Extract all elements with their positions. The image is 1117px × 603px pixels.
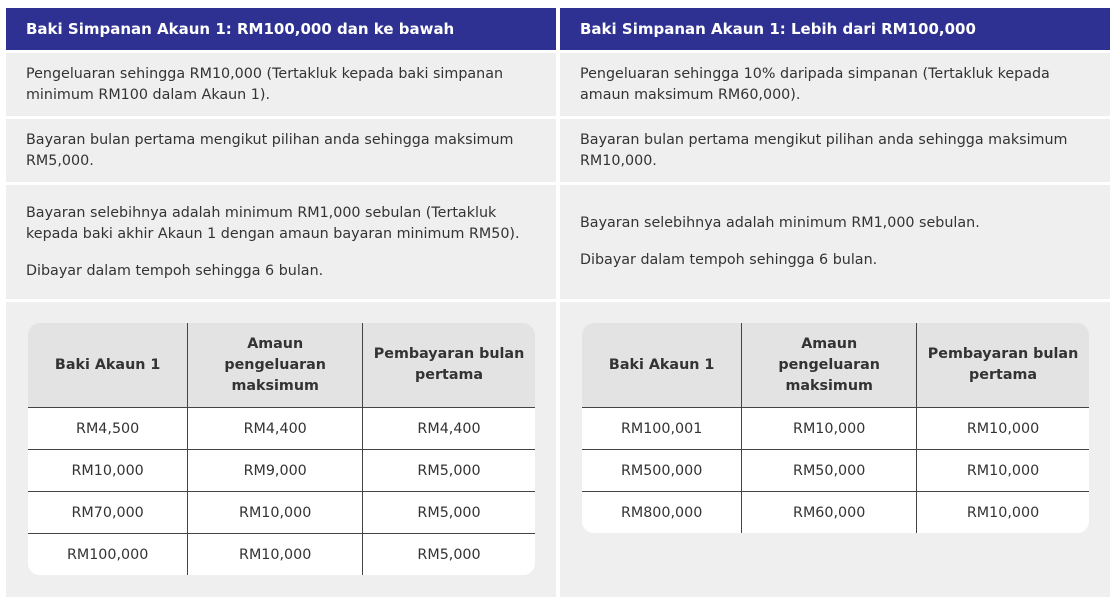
table-cell: RM10,000 [916, 449, 1089, 491]
table-header-row [28, 323, 535, 408]
table-cell: RM50,000 [741, 449, 916, 491]
table-cell: RM10,000 [741, 408, 916, 449]
table-cell: RM4,400 [362, 408, 535, 449]
table-cell: RM9,000 [187, 449, 362, 491]
table-cell: RM100,000 [28, 533, 187, 575]
table-cell: RM70,000 [28, 491, 187, 533]
right-info-balance-payment [560, 185, 1110, 299]
table-cell: RM10,000 [187, 491, 362, 533]
table-cell: RM10,000 [28, 449, 187, 491]
right-info-first-payment [560, 119, 1110, 182]
table-row [28, 408, 535, 449]
left-info-duration-text: Dibayar dalam tempoh sehingga 6 bulan. [26, 262, 324, 279]
table-cell: RM10,000 [187, 533, 362, 575]
right-panel [560, 8, 1110, 597]
table-cell: RM4,400 [187, 408, 362, 449]
left-example-table [28, 323, 535, 575]
left-info-withdrawal-text: Pengeluaran sehingga RM10,000 (Tertakluk kepada baki simpanan minimum RM100 dalam Akaun 1). [26, 65, 504, 103]
left-panel-header: Baki Simpanan Akaun 1: RM100,000 dan ke bawah [6, 8, 556, 50]
right-panel-header: Baki Simpanan Akaun 1: Lebih dari RM100,000 [560, 8, 1110, 50]
right-example-table [582, 323, 1089, 533]
table-cell: RM100,001 [582, 408, 741, 449]
column-header-max-withdrawal: Amaun pengeluaran maksimum [741, 323, 916, 408]
table-row [28, 449, 535, 491]
left-panel [6, 8, 556, 597]
table-cell: RM10,000 [916, 491, 1089, 533]
column-header-first-payment: Pembayaran bulan pertama [362, 323, 535, 408]
table-cell: RM60,000 [741, 491, 916, 533]
left-table-section [6, 302, 556, 597]
right-info-first-payment-text: Bayaran bulan pertama mengikut pilihan anda sehingga maksimum RM10,000. [580, 131, 1068, 169]
table-cell: RM5,000 [362, 533, 535, 575]
table-cell: RM5,000 [362, 491, 535, 533]
table-cell: RM4,500 [28, 408, 187, 449]
table-cell: RM10,000 [916, 408, 1089, 449]
left-info-balance-payment [6, 185, 556, 299]
table-cell: RM800,000 [582, 491, 741, 533]
column-header-balance: Baki Akaun 1 [28, 323, 187, 408]
column-header-balance: Baki Akaun 1 [582, 323, 741, 408]
table-row [582, 491, 1089, 533]
right-info-balance-text: Bayaran selebihnya adalah minimum RM1,000 sebulan. [580, 215, 980, 231]
table-row [28, 533, 535, 575]
table-row [582, 408, 1089, 449]
table-row [28, 491, 535, 533]
right-table-section [560, 302, 1110, 597]
left-info-balance-text: Bayaran selebihnya adalah minimum RM1,000 sebulan (Tertakluk kepada baki akhir Akaun 1 dengan amaun bayaran minimum RM50). [26, 204, 520, 242]
right-info-withdrawal [560, 53, 1110, 116]
column-header-first-payment: Pembayaran bulan pertama [916, 323, 1089, 408]
table-cell: RM500,000 [582, 449, 741, 491]
table-row [582, 449, 1089, 491]
left-info-first-payment [6, 119, 556, 182]
right-info-duration-text: Dibayar dalam tempoh sehingga 6 bulan. [580, 252, 878, 268]
table-cell: RM5,000 [362, 449, 535, 491]
table-header-row [582, 323, 1089, 408]
column-header-max-withdrawal: Amaun pengeluaran maksimum [187, 323, 362, 408]
right-info-withdrawal-text: Pengeluaran sehingga 10% daripada simpanan (Tertakluk kepada amaun maksimum RM60,000). [580, 65, 1050, 103]
left-info-first-payment-text: Bayaran bulan pertama mengikut pilihan anda sehingga maksimum RM5,000. [26, 131, 514, 169]
left-info-withdrawal [6, 53, 556, 116]
